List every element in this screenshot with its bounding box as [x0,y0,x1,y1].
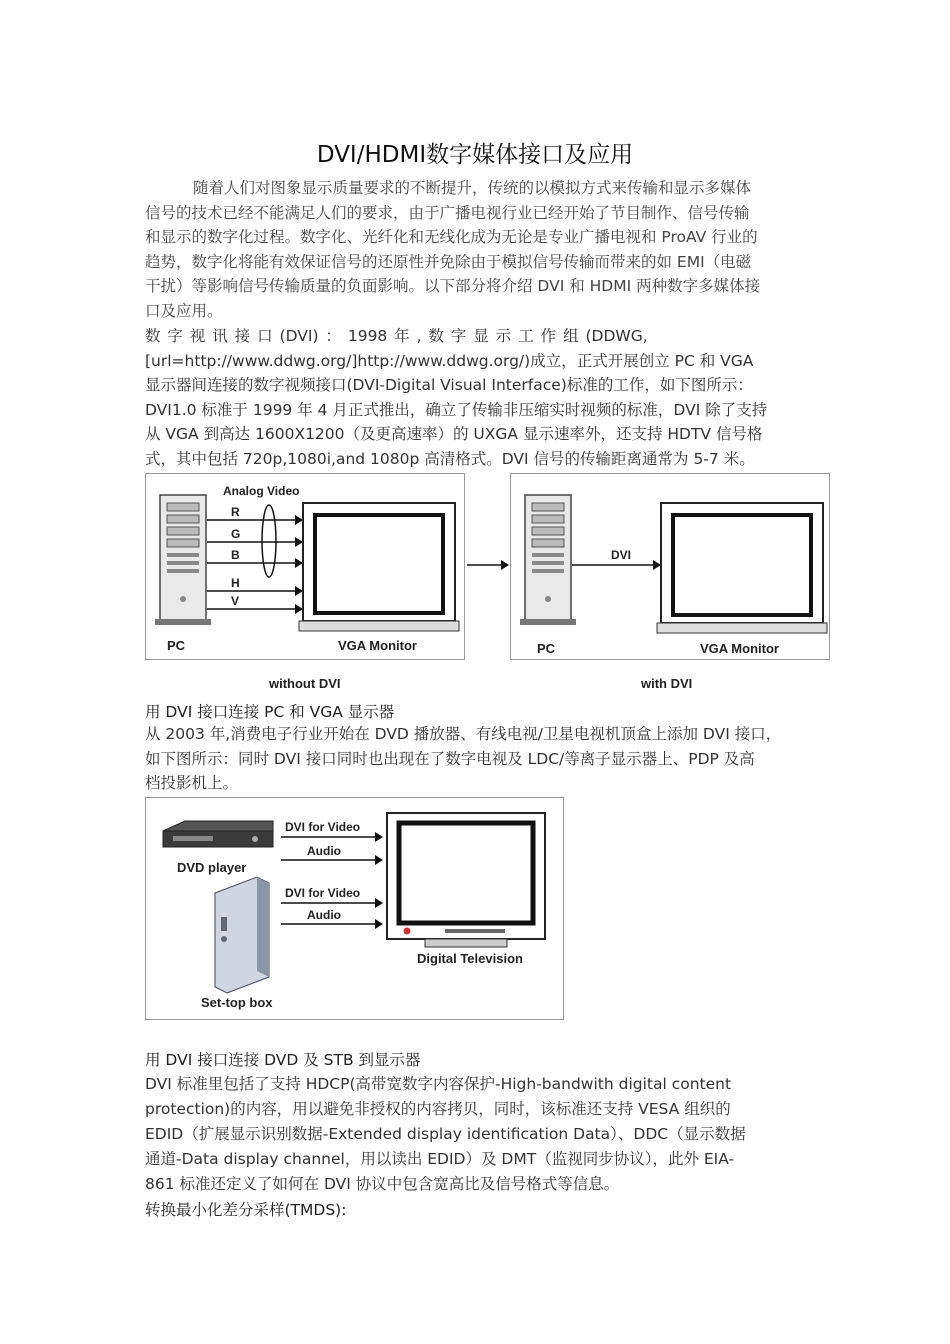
set-top-box-icon [215,877,269,993]
hdcp-line: 通道-Data display channel，用以读出 EDID）及 DMT（监视同步协议），此外 EIA- [145,1150,735,1168]
pc-tower-icon [155,495,211,625]
dvi-line: 数 字 视 讯 接 口 (DVI) ： 1998 年 , 数 字 显 示 工 作 组 (DDWG, [145,327,648,345]
digital-television-label: Digital Television [417,951,523,966]
figure1-caption: 用 DVI 接口连接 PC 和 VGA 显示器 [145,703,395,721]
figure-pc-vga [145,473,835,695]
dvi-line: 显示器间连接的数字视频接口(DVI-Digital Visual Interface)标准的工作，如下图所示： [145,376,753,395]
vga-monitor-icon [657,503,827,633]
signal-label-g: G [231,527,241,541]
audio-label-upper: Audio [307,844,341,858]
dvi-link-label: DVI [611,548,632,562]
dvd-player-icon [163,821,273,847]
hdcp-line: EDID（扩展显示识别数据-Extended display identification Data）、DDC（显示数据 [145,1125,746,1143]
dvi-video-label-lower: DVI for Video [285,886,361,900]
vga-monitor-icon [299,503,459,631]
dvd-line: 如下图所示：同时 DVI 接口同时也出现在了数字电视及 LDC/等离子显示器上、PDP 及高 [145,749,755,768]
right-panel-caption: with DVI [641,676,693,691]
hdcp-line: 861 标准还定义了如何在 DVI 协议中包含宽高比及信号格式等信息。 [145,1175,620,1193]
intro-line: 和显示的数字化过程。数字化、光纤化和无线化成为无论是专业广播电视和 ProAV 行业的 [145,228,758,247]
hdcp-line: DVI 标准里包括了支持 HDCP(高带宽数字内容保护-High-bandwith digital content [145,1075,732,1093]
dvd-player-label: DVD player [177,860,247,875]
right-monitor-label: VGA Monitor [700,641,779,656]
dvi-line: 式，其中包括 720p,1080i,and 1080p 高清格式。DVI 信号的传输距离通常为 5-7 米。 [145,449,755,468]
signal-label-b: B [231,548,240,562]
signal-label-v: V [231,594,240,608]
pc-tower-icon [520,495,576,625]
intro-line: 信号的技术已经不能满足人们的要求，由于广播电视行业已经开始了节目制作、信号传输 [145,203,750,222]
intro-line: 随着人们对图象显示质量要求的不断提升，传统的以模拟方式来传输和显示多媒体 [193,179,752,197]
hdcp-paragraph [145,1072,807,1197]
dvi-line: DVI1.0 标准于 1999 年 4 月正式推出，确立了传输非压缩实时视频的标准，DVI 除了支持 [145,400,768,419]
dvi-video-label-upper: DVI for Video [285,820,361,834]
figure-dvd-stb [145,797,565,1021]
right-pc-label: PC [537,641,556,656]
dvi-paragraph [145,324,807,472]
intro-line: 趋势，数字化将能有效保证信号的还原性并免除由于模拟信号传输而带来的如 EMI（电磁 [145,252,752,271]
intro-line: 干扰）等影响信号传输质量的负面影响。以下部分将介绍 DVI 和 HDMI 两种数字多媒体接 [145,277,761,296]
dvi-line: 从 VGA 到高达 1600X1200（及更高速率）的 UXGA 显示速率外，还支持 HDTV 信号格 [145,425,763,444]
signal-label-r: R [231,505,240,519]
left-monitor-label: VGA Monitor [338,638,417,653]
set-top-box-label: Set-top box [201,995,273,1010]
left-pc-label: PC [167,638,186,653]
left-panel-caption: without DVI [269,676,341,691]
dvd-paragraph [145,722,807,796]
analog-video-label: Analog Video [223,484,300,498]
digital-television-icon [387,813,545,947]
dvi-line: [url=http://www.ddwg.org/]http://www.ddwg.org/)成立，正式开展创立 PC 和 VGA [145,351,754,370]
signal-label-h: H [231,576,240,590]
dvd-line: 档投影机上。 [145,774,239,793]
tmds-heading: 转换最小化差分采样(TMDS): [145,1201,347,1219]
audio-label-lower: Audio [307,908,341,922]
intro-line: 口及应用。 [145,301,223,320]
page-title: DVI/HDMI数字媒体接口及应用 [316,142,634,168]
figure-pc-vga-svg [145,473,835,695]
intro-paragraph [145,176,807,324]
hdcp-line: protection)的内容，用以避免非授权的内容拷贝，同时，该标准还支持 VESA 组织的 [145,1100,731,1118]
figure-dvd-stb-svg [145,797,565,1021]
figure2-caption: 用 DVI 接口连接 DVD 及 STB 到显示器 [145,1051,421,1069]
transition-arrowhead [501,560,509,570]
dvd-line: 从 2003 年,消费电子行业开始在 DVD 播放器、有线电视/卫星电视机顶盒上添加 DVI 接口， [145,725,782,743]
